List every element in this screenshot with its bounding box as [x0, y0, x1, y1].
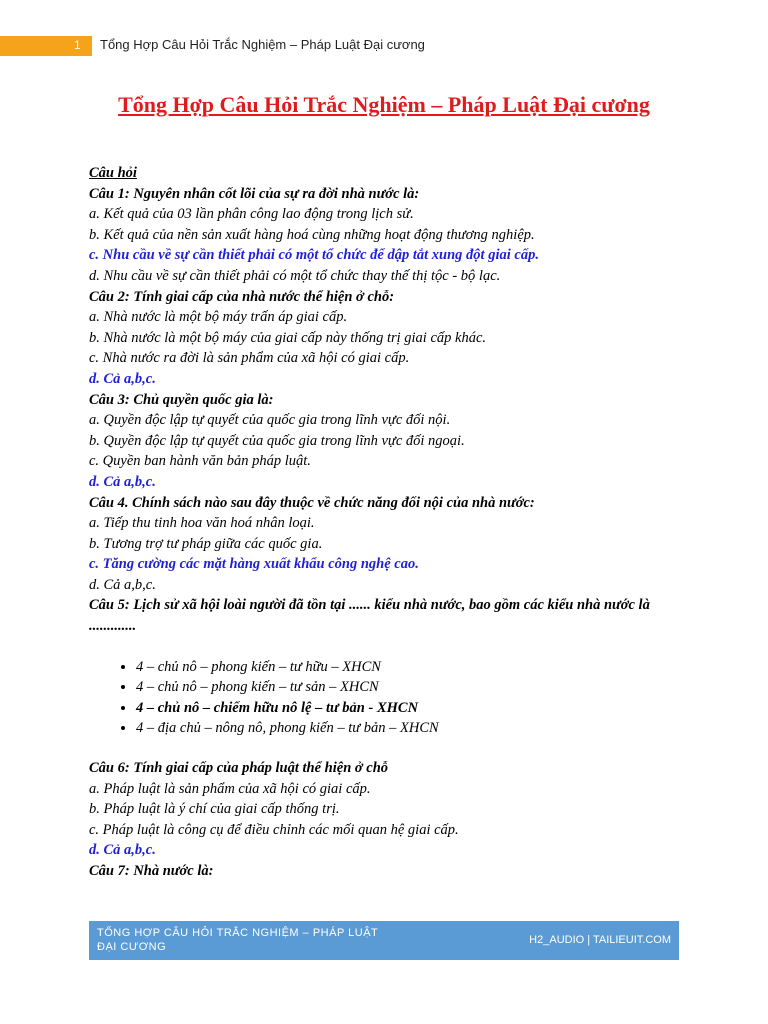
option-4a: a. Tiếp thu tinh hoa văn hoá nhân loại.: [89, 515, 315, 532]
bullet-5-3: • 4 – chủ nô – chiếm hữu nô lệ – tư bản - XHCN: [136, 698, 689, 719]
question-7: Câu 7: Nhà nước là:: [89, 863, 214, 879]
option-2a: a. Nhà nước là một bộ máy trấn áp giai cấp.: [89, 309, 348, 326]
footer-title: TỔNG HỢP CÂU HỎI TRẮC NGHIỆM – PHÁP LUẬT ĐẠI CƯƠNG: [97, 927, 379, 953]
answer-1c: c. Nhu cầu về sự cần thiết phải có một tổ chức để dập tắt xung đột giai cấp.: [89, 247, 539, 264]
option-2b: b. Nhà nước là một bộ máy của giai cấp này thống trị giai cấp khác.: [89, 329, 487, 346]
header-title: Tổng Hợp Câu Hỏi Trắc Nghiệm – Pháp Luật Đại cương: [100, 37, 425, 52]
question-2: Câu 2: Tính giai cấp của nhà nước thể hiện ở chỗ:: [89, 288, 395, 305]
option-1b: b. Kết quả của nền sản xuất hàng hoá cùng những hoạt động thương nghiệp.: [89, 226, 535, 243]
bullet-5-1: • 4 – chủ nô – phong kiến – tư hữu – XHCN: [136, 657, 689, 678]
question-5-bullets: [89, 657, 689, 739]
bullet-5-4: • 4 – địa chủ – nông nô, phong kiến – tư bản – XHCN: [136, 718, 689, 739]
option-2c: c. Nhà nước ra đời là sản phẩm của xã hội có giai cấp.: [89, 350, 410, 367]
question-5: Câu 5: Lịch sử xã hội loài người đã tồn tại ...... kiểu nhà nước, bao gồm các kiểu nhà nước là .............: [89, 597, 650, 635]
answer-4c: c. Tăng cường các mặt hàng xuất khẩu công nghệ cao.: [89, 556, 419, 573]
question-4: Câu 4. Chính sách nào sau đây thuộc về chức năng đối nội của nhà nước:: [89, 494, 535, 511]
option-6c: c. Pháp luật là công cụ để điều chỉnh các mối quan hệ giai cấp.: [89, 821, 459, 838]
answer-6d: d. Cả a,b,c.: [89, 842, 156, 859]
question-3: Câu 3: Chủ quyền quốc gia là:: [89, 391, 274, 408]
question-6: Câu 6: Tính giai cấp của pháp luật thể hiện ở chỗ: [89, 760, 389, 777]
document-title: Tổng Hợp Câu Hỏi Trắc Nghiệm – Pháp Luật Đại cương: [118, 92, 650, 117]
option-6b: b. Pháp luật là ý chí của giai cấp thống trị.: [89, 801, 340, 818]
option-1a: a. Kết quả của 03 lần phân công lao động trong lịch sử.: [89, 206, 414, 223]
answer-2d: d. Cả a,b,c.: [89, 370, 156, 387]
footer-bar: [89, 921, 679, 960]
option-6a: a. Pháp luật là sản phẩm của xã hội có giai cấp.: [89, 780, 371, 797]
header-page-number: 1: [74, 38, 81, 52]
question-1: Câu 1: Nguyên nhân cốt lõi của sự ra đời nhà nước là:: [89, 185, 420, 202]
answer-3d: d. Cả a,b,c.: [89, 473, 156, 490]
section-heading: Câu hỏi: [89, 165, 137, 181]
footer-source: H2_AUDIO | TAILIEUIT.COM: [529, 934, 671, 946]
option-4b: b. Tương trợ tư pháp giữa các quốc gia.: [89, 535, 323, 552]
option-3a: a. Quyền độc lập tự quyết của quốc gia trong lĩnh vực đối nội.: [89, 412, 451, 429]
bullet-5-2: • 4 – chủ nô – phong kiến – tư sản – XHCN: [136, 677, 689, 698]
document-body: [89, 163, 689, 882]
option-3b: b. Quyền độc lập tự quyết của quốc gia trong lĩnh vực đối ngoại.: [89, 432, 465, 449]
option-4d: d. Cả a,b,c.: [89, 576, 156, 593]
option-3c: c. Quyền ban hành văn bản pháp luật.: [89, 453, 311, 470]
option-1d: d. Nhu cầu về sự cần thiết phải có một tổ chức thay thế thị tộc - bộ lạc.: [89, 267, 501, 284]
